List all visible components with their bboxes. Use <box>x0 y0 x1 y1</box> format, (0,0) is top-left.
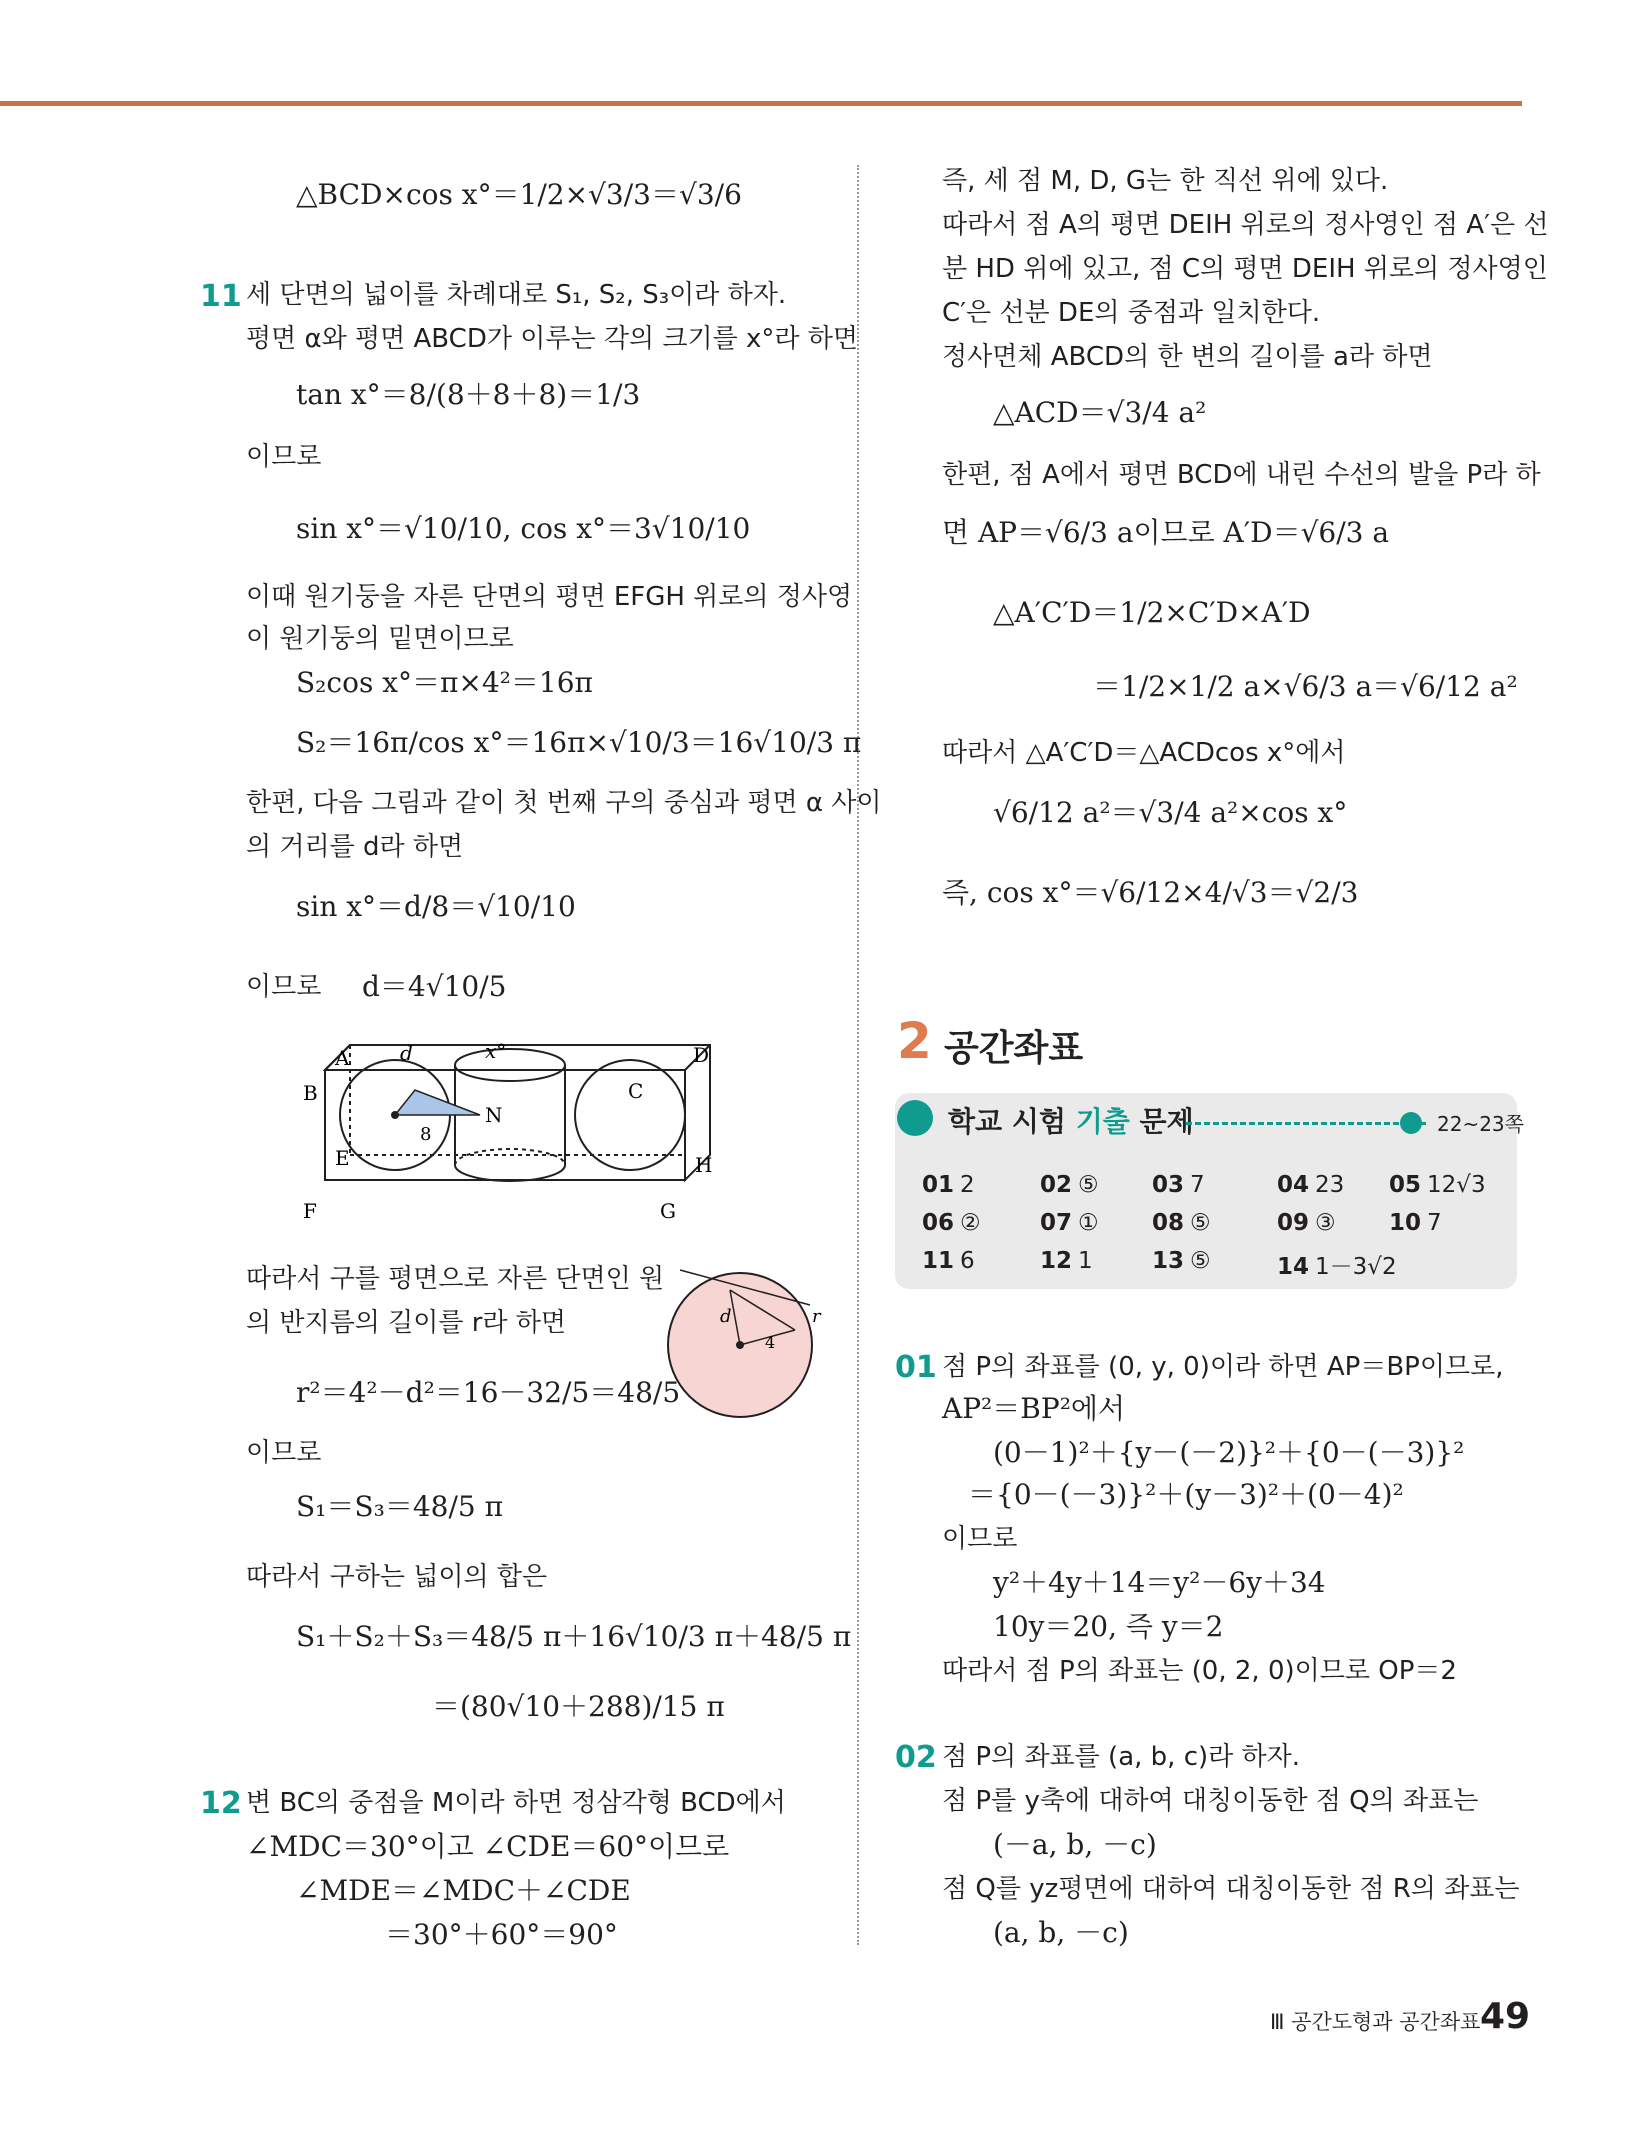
eq-s1-s3: S₁＝S₃＝48/5 π <box>296 1490 503 1523</box>
answer-box-rule <box>1186 1122 1426 1125</box>
answer-item: 01 2 <box>922 1172 975 1198</box>
label-4: 4 <box>765 1333 776 1352</box>
eq-acd-prime-result: ＝1/2×1/2 a×√6/3 a＝√6/12 a² <box>1093 670 1518 703</box>
eq-ratio: √6/12 a²＝√3/4 a²×cos x° <box>993 796 1348 829</box>
problem-number-02: 02 <box>895 1740 937 1775</box>
text-line: 따라서 점 A의 평면 DEIH 위로의 정사영인 점 A′은 선 <box>942 210 1549 240</box>
text-line: 평면 α와 평면 ABCD가 이루는 각의 크기를 x°라 하면 <box>246 324 858 354</box>
circle-figure <box>660 1260 830 1425</box>
problem-number-01: 01 <box>895 1350 937 1385</box>
top-rule <box>0 101 1522 106</box>
label-d: d <box>400 1041 413 1065</box>
label-x: x° <box>485 1040 507 1063</box>
problem-number-12: 12 <box>200 1786 242 1821</box>
text-line: 점 P의 좌표를 (0, y, 0)이라 하면 AP＝BP이므로, <box>942 1352 1504 1382</box>
eq-r2: r²＝4²－d²＝16－32/5＝48/5 <box>296 1376 681 1409</box>
label-C: C <box>628 1079 644 1103</box>
problem-number-11: 11 <box>200 279 242 314</box>
label-E: E <box>335 1146 350 1170</box>
eq-acd: △ACD＝√3/4 a² <box>993 396 1207 429</box>
text-line: 이 원기둥의 밑면이므로 <box>246 624 514 654</box>
label-A: A <box>335 1046 350 1070</box>
eq-s2: S₂＝16π/cos x°＝16π×√10/3＝16√10/3 π <box>296 726 862 759</box>
text-line: 변 BC의 중점을 M이라 하면 정삼각형 BCD에서 <box>246 1788 786 1818</box>
text-line: 의 반지름의 길이를 r라 하면 <box>246 1308 567 1338</box>
label-D: D <box>693 1043 710 1067</box>
eq-sin-cos: sin x°＝√10/10, cos x°＝3√10/10 <box>296 512 751 545</box>
exam-icon <box>897 1100 933 1136</box>
eq-mde-result: ＝30°＋60°＝90° <box>385 1918 618 1951</box>
prism-figure <box>295 1040 715 1230</box>
text-line: 따라서 점 P의 좌표는 (0, 2, 0)이므로 OP＝2 <box>942 1656 1457 1686</box>
eq-q: (－a, b, －c) <box>993 1828 1157 1861</box>
text-line: C′은 선분 DE의 중점과 일치한다. <box>942 298 1321 328</box>
answer-item: 12 1 <box>1040 1248 1093 1274</box>
text-line: 정사면체 ABCD의 한 변의 길이를 a라 하면 <box>942 342 1433 372</box>
text-line: 따라서 △A′C′D＝△ACDcos x°에서 <box>942 738 1346 768</box>
eq-r: (a, b, －c) <box>993 1916 1129 1949</box>
eq-bcd-cos: △BCD×cos x°＝1/2×√3/3＝√3/6 <box>296 178 742 211</box>
text-line: 이므로 <box>246 442 322 472</box>
label-G: G <box>660 1199 676 1223</box>
text-line: 한편, 점 A에서 평면 BCD에 내린 수선의 발을 P라 하 <box>942 460 1541 490</box>
answer-box-pages: 22~23쪽 <box>1437 1112 1524 1136</box>
answer-item: 06 ② <box>922 1210 981 1236</box>
eq-angle: ∠MDC＝30°이고 ∠CDE＝60°이므로 <box>246 1830 730 1863</box>
answer-item: 09 ③ <box>1277 1210 1336 1236</box>
answer-item: 11 6 <box>922 1248 975 1274</box>
eq-cos-result: 즉, cos x°＝√6/12×4/√3＝√2/3 <box>942 876 1359 909</box>
eq-s2-cos: S₂cos x°＝π×4²＝16π <box>296 666 593 699</box>
label-8: 8 <box>420 1124 432 1145</box>
eq-tan: tan x°＝8/(8＋8＋8)＝1/3 <box>296 378 641 411</box>
eq-sin-d: sin x°＝d/8＝√10/10 <box>296 890 576 923</box>
eq-y: y²＋4y＋14＝y²－6y＋34 <box>993 1566 1326 1599</box>
section-number: 2 <box>897 1012 932 1070</box>
text-line: 이므로 <box>942 1524 1018 1554</box>
eq-acd-prime: △A′C′D＝1/2×C′D×A′D <box>993 596 1311 629</box>
arrow-icon <box>1400 1112 1422 1134</box>
page-number: 49 <box>1480 1996 1531 2037</box>
label-B: B <box>303 1081 318 1105</box>
text-line: 이므로 <box>246 972 322 1002</box>
eq-sum-result: ＝(80√10＋288)/15 π <box>432 1690 725 1723</box>
text-line: 세 단면의 넓이를 차례대로 S₁, S₂, S₃이라 하자. <box>246 280 787 310</box>
answer-item: 08 ⑤ <box>1152 1210 1211 1236</box>
label-d-small: d <box>720 1306 732 1327</box>
label-F: F <box>303 1199 317 1223</box>
text-line: 따라서 구를 평면으로 자른 단면인 원 <box>246 1264 665 1294</box>
column-divider <box>857 165 859 1945</box>
text-line: 따라서 구하는 넓이의 합은 <box>246 1562 548 1592</box>
eq-distance-1: (0－1)²＋{y－(－2)}²＋{0－(－3)}² <box>993 1436 1465 1469</box>
eq-d: d＝4√10/5 <box>362 970 507 1003</box>
section-title: 공간좌표 <box>944 1028 1084 1069</box>
text-line: 점 Q를 yz평면에 대하여 대칭이동한 점 R의 좌표는 <box>942 1874 1520 1904</box>
text-line: 분 HD 위에 있고, 점 C의 평면 DEIH 위로의 정사영인 <box>942 254 1548 284</box>
text-line: 즉, 세 점 M, D, G는 한 직선 위에 있다. <box>942 166 1389 196</box>
text-line: 이므로 <box>246 1438 322 1468</box>
eq-mde: ∠MDE＝∠MDC＋∠CDE <box>296 1874 631 1907</box>
answer-item: 04 23 <box>1277 1172 1345 1198</box>
footer-chapter: Ⅲ 공간도형과 공간좌표 <box>1270 2010 1481 2034</box>
label-N: N <box>485 1103 503 1127</box>
answer-item: 10 7 <box>1389 1210 1442 1236</box>
answer-item: 07 ① <box>1040 1210 1099 1236</box>
eq-ap: 면 AP＝√6/3 a이므로 A′D＝√6/3 a <box>942 516 1390 549</box>
label-r: r <box>812 1306 821 1327</box>
answer-item: 14 1－3√2 <box>1277 1254 1397 1280</box>
answer-item: 03 7 <box>1152 1172 1205 1198</box>
answer-item: 13 ⑤ <box>1152 1248 1211 1274</box>
eq-ap2: AP²＝BP²에서 <box>942 1392 1126 1425</box>
eq-sum: S₁＋S₂＋S₃＝48/5 π＋16√10/3 π＋48/5 π <box>296 1620 852 1653</box>
answer-item: 05 12√3 <box>1389 1172 1486 1198</box>
text-line: 점 P를 y축에 대하여 대칭이동한 점 Q의 좌표는 <box>942 1786 1479 1816</box>
text-line: 의 거리를 d라 하면 <box>246 832 464 862</box>
answer-item: 02 ⑤ <box>1040 1172 1099 1198</box>
label-H: H <box>695 1153 713 1177</box>
eq-distance-2: ＝{0－(－3)}²＋(y－3)²＋(0－4)² <box>968 1478 1404 1511</box>
text-line: 한편, 다음 그림과 같이 첫 번째 구의 중심과 평면 α 사이 <box>246 788 882 818</box>
eq-y-result: 10y＝20, 즉 y＝2 <box>993 1610 1224 1643</box>
text-line: 점 P의 좌표를 (a, b, c)라 하자. <box>942 1742 1301 1772</box>
text-line: 이때 원기둥을 자른 단면의 평면 EFGH 위로의 정사영 <box>246 582 853 612</box>
answer-box-title: 학교 시험 기출 문제 <box>948 1105 1194 1138</box>
